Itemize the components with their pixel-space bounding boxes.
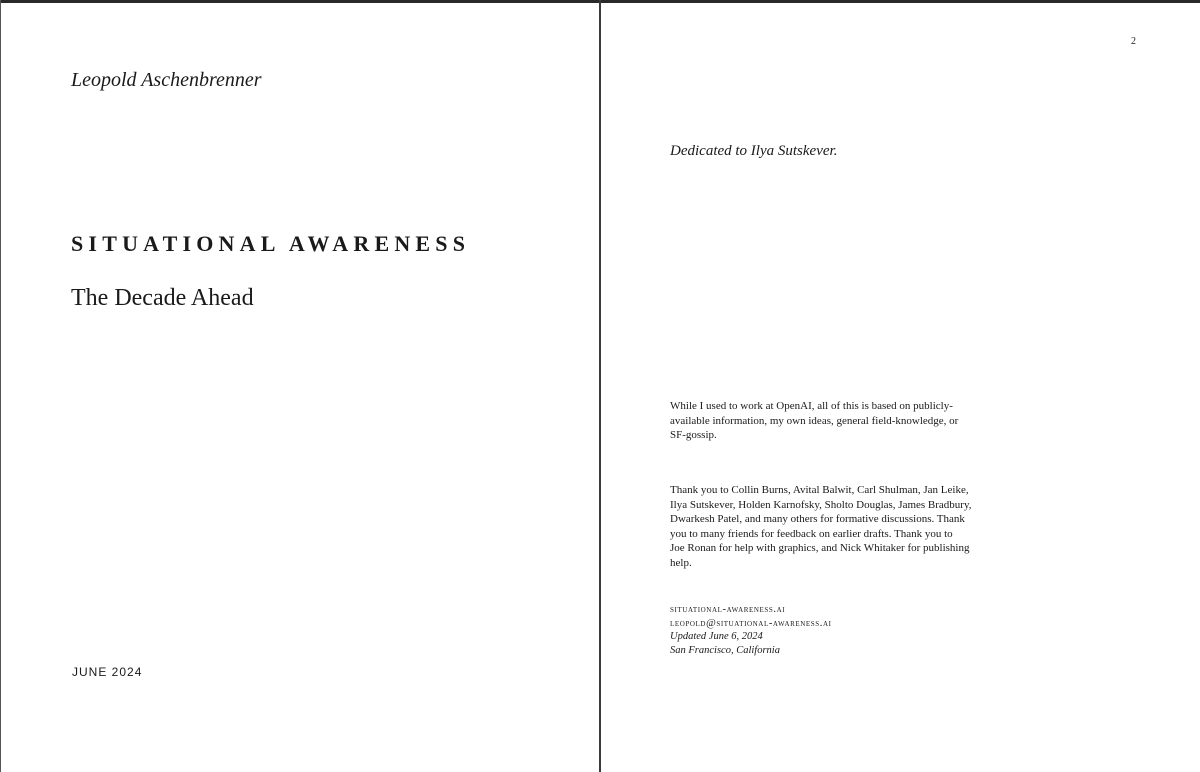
acknowledgments-line: help. — [670, 556, 692, 569]
website-link[interactable]: situational-awareness.ai — [670, 604, 786, 615]
acknowledgments-line: Joe Ronan for help with graphics, and Nick Whitaker for publishing — [670, 542, 970, 554]
book-title: SITUATIONAL AWARENESS — [71, 231, 471, 256]
acknowledgments-line: Dwarkesh Patel, and many others for formative discussions. Thank — [670, 513, 965, 525]
acknowledgments-line: you to many friends for feedback on earlier drafts. Thank you to — [670, 527, 953, 540]
publication-date: JUNE 2024 — [72, 665, 143, 679]
disclaimer-line: available information, my own ideas, general field-knowledge, or — [670, 414, 959, 427]
page-number: 2 — [1131, 36, 1136, 47]
colophon — [670, 603, 832, 658]
acknowledgments-line: Ilya Sutskever, Holden Karnofsky, Sholto Douglas, James Bradbury, — [670, 498, 972, 511]
acknowledgments-paragraph — [670, 483, 980, 570]
book-subtitle: The Decade Ahead — [71, 285, 254, 311]
right-page — [601, 3, 1200, 772]
acknowledgments-line: Thank you to Collin Burns, Avital Balwit, Carl Shulman, Jan Leike, — [670, 484, 969, 496]
email-link[interactable]: leopold@situational-awareness.ai — [670, 617, 832, 629]
updated-date: Updated June 6, 2024 — [670, 631, 763, 643]
location: San Francisco, California — [670, 645, 780, 657]
disclaimer-line: While I used to work at OpenAI, all of this is based on publicly- — [670, 400, 953, 412]
dedication: Dedicated to Ilya Sutskever. — [670, 143, 838, 159]
author-name: Leopold Aschenbrenner — [71, 69, 262, 91]
disclaimer-line: SF-gossip. — [670, 429, 717, 441]
left-page — [1, 3, 599, 772]
disclaimer-paragraph — [670, 399, 980, 443]
